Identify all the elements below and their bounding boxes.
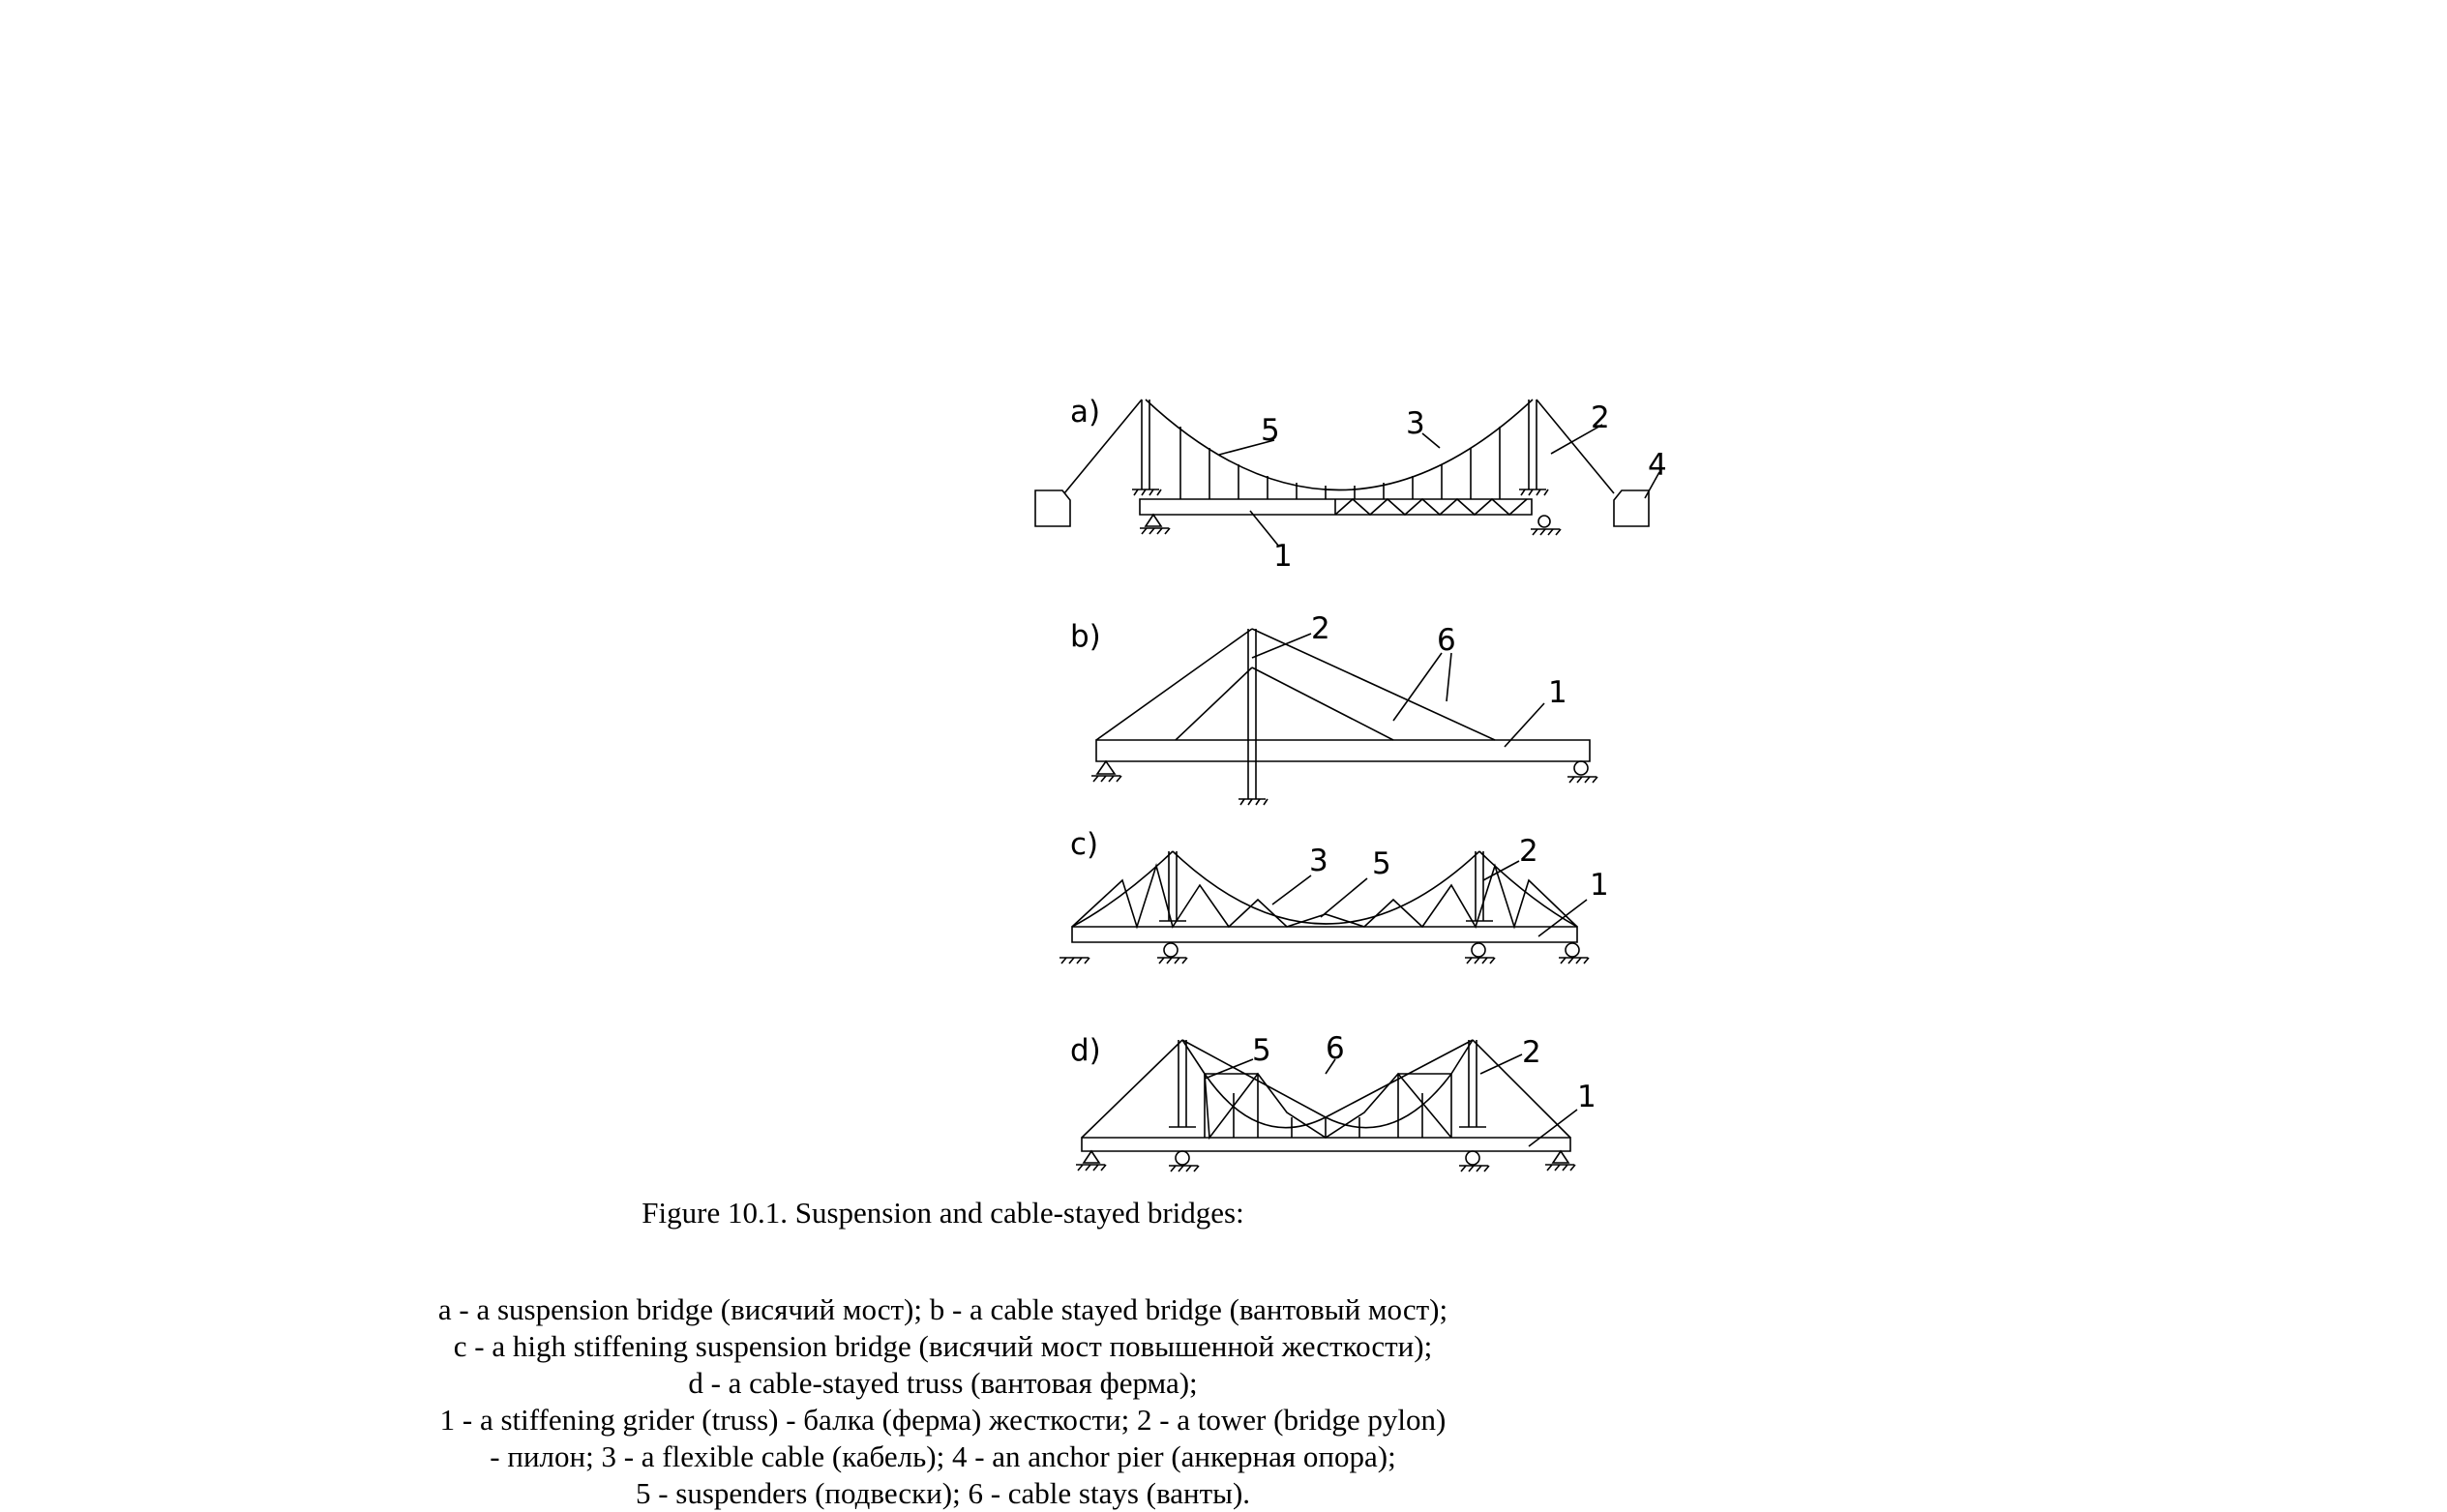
panel-label-d: d) <box>1070 1033 1101 1068</box>
panel-b-drawing <box>1091 629 1597 805</box>
panel-a-suspenders <box>1180 427 1500 499</box>
panel-c-number: 2 <box>1519 834 1538 869</box>
panel-d-suspenders <box>1205 1074 1451 1138</box>
panel-a-truss <box>1335 499 1527 515</box>
panel-a-number: 4 <box>1648 448 1667 483</box>
figure-legend <box>0 1291 2447 1512</box>
panel-d-number: 6 <box>1326 1031 1345 1066</box>
panel-b-number: 2 <box>1311 611 1330 646</box>
panel-c-number: 5 <box>1372 846 1391 881</box>
panel-c-girder <box>1072 927 1577 942</box>
legend-line: a - a suspension bridge (висячий мост); b - a cable stayed bridge (вантовый мост); <box>437 1292 1448 1326</box>
panel-d-truss <box>1205 1074 1451 1138</box>
panel-b-girder <box>1096 740 1590 761</box>
panel-a-number: 1 <box>1273 539 1293 574</box>
panel-d-number: 5 <box>1252 1033 1271 1068</box>
panel-d-number: 2 <box>1522 1035 1541 1070</box>
panel-a-number: 2 <box>1591 400 1610 435</box>
legend-line: 1 - a stiffening grider (truss) - балка (ферма) жесткости; 2 - a tower (bridge pylon) <box>439 1403 1447 1437</box>
panel-c-number: 3 <box>1309 844 1328 878</box>
panel-d-girder <box>1082 1138 1570 1151</box>
panel-c-number: 1 <box>1590 868 1609 903</box>
panel-label-c: c) <box>1070 827 1099 862</box>
panel-label-a: a) <box>1070 395 1101 430</box>
panel-a-drawing <box>1035 400 1659 547</box>
legend-line: d - a cable-stayed truss (вантовая ферма); <box>688 1366 1198 1400</box>
legend-line: 5 - suspenders (подвески); 6 - cable stays (ванты). <box>635 1476 1251 1510</box>
legend-line: c - a high stiffening suspension bridge (висячий мост повышенной жесткости); <box>453 1329 1433 1363</box>
panel-a-anchor-right <box>1614 490 1649 526</box>
panel-b-number: 1 <box>1548 675 1567 710</box>
panel-b-number: 6 <box>1437 623 1456 658</box>
panel-d-number: 1 <box>1577 1080 1597 1114</box>
panel-a-main-cable <box>1146 400 1533 490</box>
panel-b-stays <box>1096 629 1495 740</box>
panel-label-b: b) <box>1070 619 1101 654</box>
panel-a-number: 5 <box>1261 413 1280 448</box>
legend-line: - пилон; 3 - a flexible cable (кабель); 4 - an anchor pier (анкерная опора); <box>490 1439 1396 1473</box>
panel-a-number: 3 <box>1406 406 1425 441</box>
figure-title: Figure 10.1. Suspension and cable-stayed bridges: <box>642 1196 1244 1230</box>
panel-a-anchor-left <box>1035 490 1070 526</box>
